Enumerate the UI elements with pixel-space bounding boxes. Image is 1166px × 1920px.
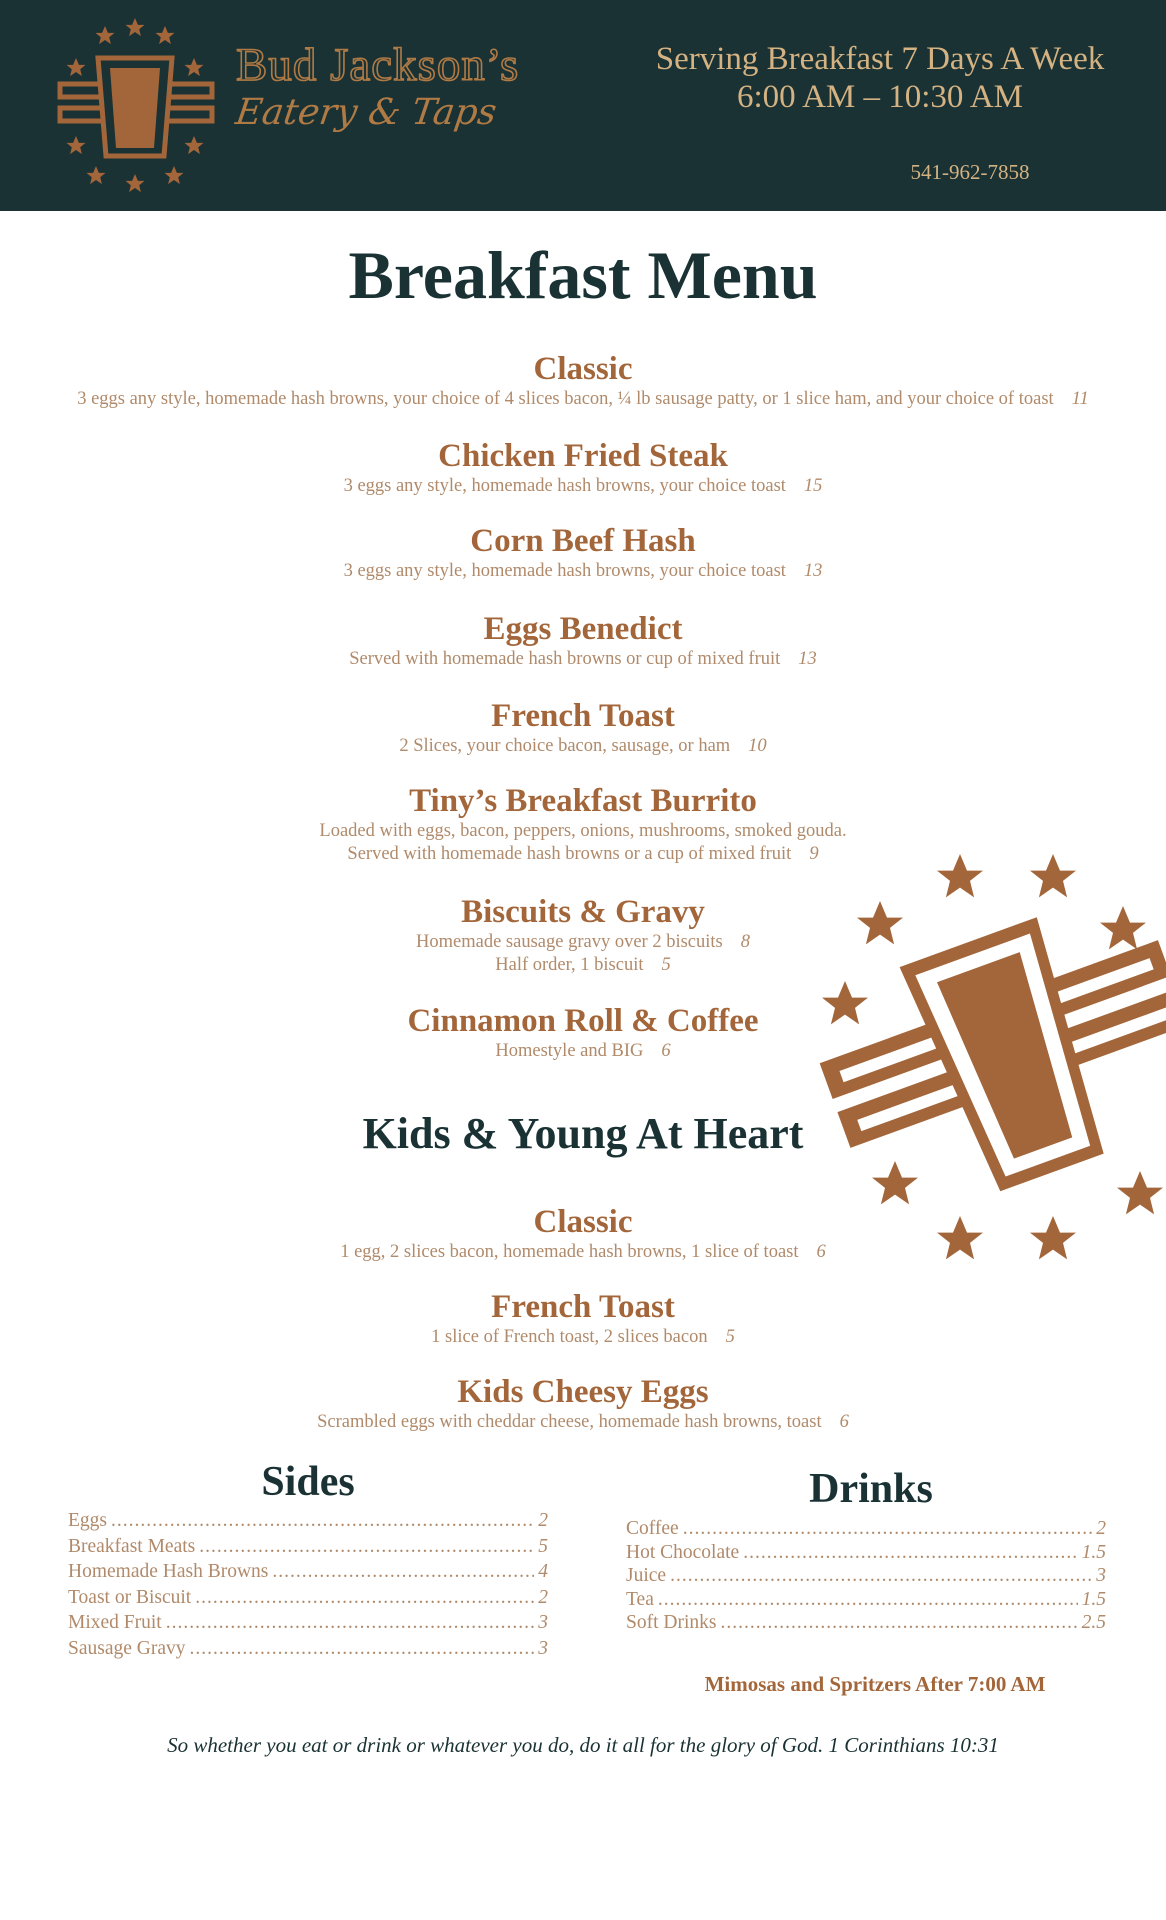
item-name: Biscuits & Gravy bbox=[461, 894, 705, 930]
list-item bbox=[68, 1587, 548, 1613]
item-description: Loaded with eggs, bacon, peppers, onions, mushrooms, smoked gouda. bbox=[319, 821, 847, 841]
item-name: Tea bbox=[626, 1588, 654, 1610]
menu-item bbox=[0, 697, 1166, 758]
item-name: Tiny’s Breakfast Burrito bbox=[409, 783, 757, 819]
item-price: 6 bbox=[661, 1041, 671, 1061]
item-price: 5 bbox=[725, 1327, 735, 1347]
list-item bbox=[68, 1536, 548, 1562]
menu-item bbox=[0, 1203, 1166, 1264]
brand-subtitle: Eatery & Taps bbox=[233, 92, 500, 133]
menu-item bbox=[0, 1288, 1166, 1349]
item-description: Served with homemade hash browns or a cup of mixed fruit 9 bbox=[347, 844, 819, 864]
list-item bbox=[68, 1510, 548, 1536]
item-price: 1.5 bbox=[1081, 1541, 1106, 1563]
list-item bbox=[626, 1565, 1106, 1589]
item-name: Eggs bbox=[68, 1510, 107, 1531]
item-name: Toast or Biscuit bbox=[68, 1586, 192, 1608]
item-name: Homemade Hash Browns bbox=[68, 1561, 269, 1582]
item-name: Coffee bbox=[626, 1518, 679, 1539]
menu-item bbox=[0, 350, 1166, 411]
serving-time: 6:00 AM – 10:30 AM bbox=[736, 79, 1024, 115]
bible-verse: So whether you eat or drink or whatever you do, do it all for the glory of God. 1 Corinthians 10:31 bbox=[167, 1733, 999, 1757]
item-name: Chicken Fried Steak bbox=[438, 438, 728, 474]
item-price: 2 bbox=[1096, 1518, 1106, 1539]
item-name: Cinnamon Roll & Coffee bbox=[407, 1003, 759, 1039]
item-name: Sausage Gravy bbox=[68, 1637, 186, 1659]
item-price: 11 bbox=[1071, 389, 1089, 409]
menu-item bbox=[0, 610, 1166, 671]
item-price: 6 bbox=[816, 1242, 826, 1262]
page-title: Breakfast Menu bbox=[348, 237, 818, 313]
item-description: 1 egg, 2 slices bacon, homemade hash browns, 1 slice of toast 6 bbox=[340, 1242, 826, 1262]
item-name: Eggs Benedict bbox=[483, 611, 683, 647]
item-price: 2 bbox=[538, 1510, 548, 1531]
item-price: 3 bbox=[1096, 1565, 1106, 1586]
item-description: 3 eggs any style, homemade hash browns, your choice toast 13 bbox=[343, 561, 823, 581]
item-price: 5 bbox=[661, 955, 671, 975]
item-description: Homemade sausage gravy over 2 biscuits 8 bbox=[416, 932, 750, 952]
item-price: 9 bbox=[809, 844, 819, 864]
item-name: Classic bbox=[533, 351, 633, 387]
item-price: 2.5 bbox=[1081, 1612, 1106, 1633]
item-description: Served with homemade hash browns or cup of mixed fruit 13 bbox=[349, 649, 817, 669]
item-name: Hot Chocolate bbox=[626, 1541, 740, 1563]
item-name: Soft Drinks bbox=[626, 1612, 717, 1633]
item-name: Breakfast Meats bbox=[68, 1535, 196, 1557]
item-price: 6 bbox=[839, 1412, 849, 1432]
item-description: Half order, 1 biscuit 5 bbox=[495, 955, 671, 975]
item-price: 15 bbox=[803, 476, 823, 496]
drinks-list bbox=[626, 1518, 1106, 1636]
brand-name: Bud Jackson’s bbox=[236, 39, 520, 91]
menu-item bbox=[0, 437, 1166, 498]
item-name: Corn Beef Hash bbox=[470, 523, 696, 559]
list-item bbox=[68, 1561, 548, 1587]
item-name: French Toast bbox=[491, 1289, 675, 1325]
item-price: 13 bbox=[803, 561, 823, 581]
item-description: 1 slice of French toast, 2 slices bacon 5 bbox=[431, 1327, 735, 1347]
list-item bbox=[68, 1638, 548, 1664]
list-item bbox=[68, 1612, 548, 1638]
item-name: Kids Cheesy Eggs bbox=[457, 1374, 709, 1410]
item-price: 10 bbox=[748, 736, 767, 756]
list-item bbox=[626, 1589, 1106, 1613]
item-price: 5 bbox=[538, 1535, 548, 1557]
item-price: 3 bbox=[538, 1612, 548, 1633]
item-name: Mixed Fruit bbox=[68, 1612, 162, 1633]
list-item bbox=[626, 1542, 1106, 1566]
sides-title: Sides bbox=[261, 1459, 355, 1505]
item-description: Scrambled eggs with cheddar cheese, homemade hash browns, toast 6 bbox=[317, 1412, 849, 1432]
serving-hours bbox=[640, 40, 1120, 116]
item-description: 3 eggs any style, homemade hash browns, your choice of 4 slices bacon, ¼ lb sausage patty, or 1 slice ham, and your choice of toast 11 bbox=[77, 389, 1089, 409]
list-item bbox=[626, 1612, 1106, 1636]
item-description: 2 Slices, your choice bacon, sausage, or ham 10 bbox=[399, 736, 767, 756]
drinks-title: Drinks bbox=[809, 1466, 933, 1512]
item-price: 1.5 bbox=[1081, 1588, 1106, 1610]
item-price: 2 bbox=[538, 1586, 548, 1608]
item-name: Juice bbox=[626, 1565, 667, 1586]
menu-item bbox=[0, 1373, 1166, 1434]
menu-item bbox=[0, 782, 1166, 866]
beer-glass-logo-icon bbox=[52, 16, 222, 196]
item-name: Classic bbox=[533, 1204, 633, 1240]
menu-item bbox=[0, 1002, 1166, 1063]
kids-section-title: Kids & Young At Heart bbox=[362, 1109, 804, 1158]
item-price: 3 bbox=[538, 1637, 548, 1659]
menu-item bbox=[0, 522, 1166, 583]
list-item bbox=[626, 1518, 1106, 1542]
phone-number: 541-962-7858 bbox=[910, 160, 1030, 184]
menu-item bbox=[0, 893, 1166, 977]
mimosa-note: Mimosas and Spritzers After 7:00 AM bbox=[704, 1672, 1046, 1696]
header-banner bbox=[0, 0, 1166, 211]
item-name: French Toast bbox=[491, 698, 675, 734]
sides-list bbox=[68, 1510, 548, 1663]
item-price: 4 bbox=[538, 1561, 548, 1582]
serving-days: Serving Breakfast 7 Days A Week bbox=[655, 41, 1105, 77]
item-description: 3 eggs any style, homemade hash browns, your choice toast 15 bbox=[343, 476, 823, 496]
item-price: 8 bbox=[740, 932, 750, 952]
item-price: 13 bbox=[798, 649, 817, 669]
item-description: Homestyle and BIG 6 bbox=[495, 1041, 671, 1061]
